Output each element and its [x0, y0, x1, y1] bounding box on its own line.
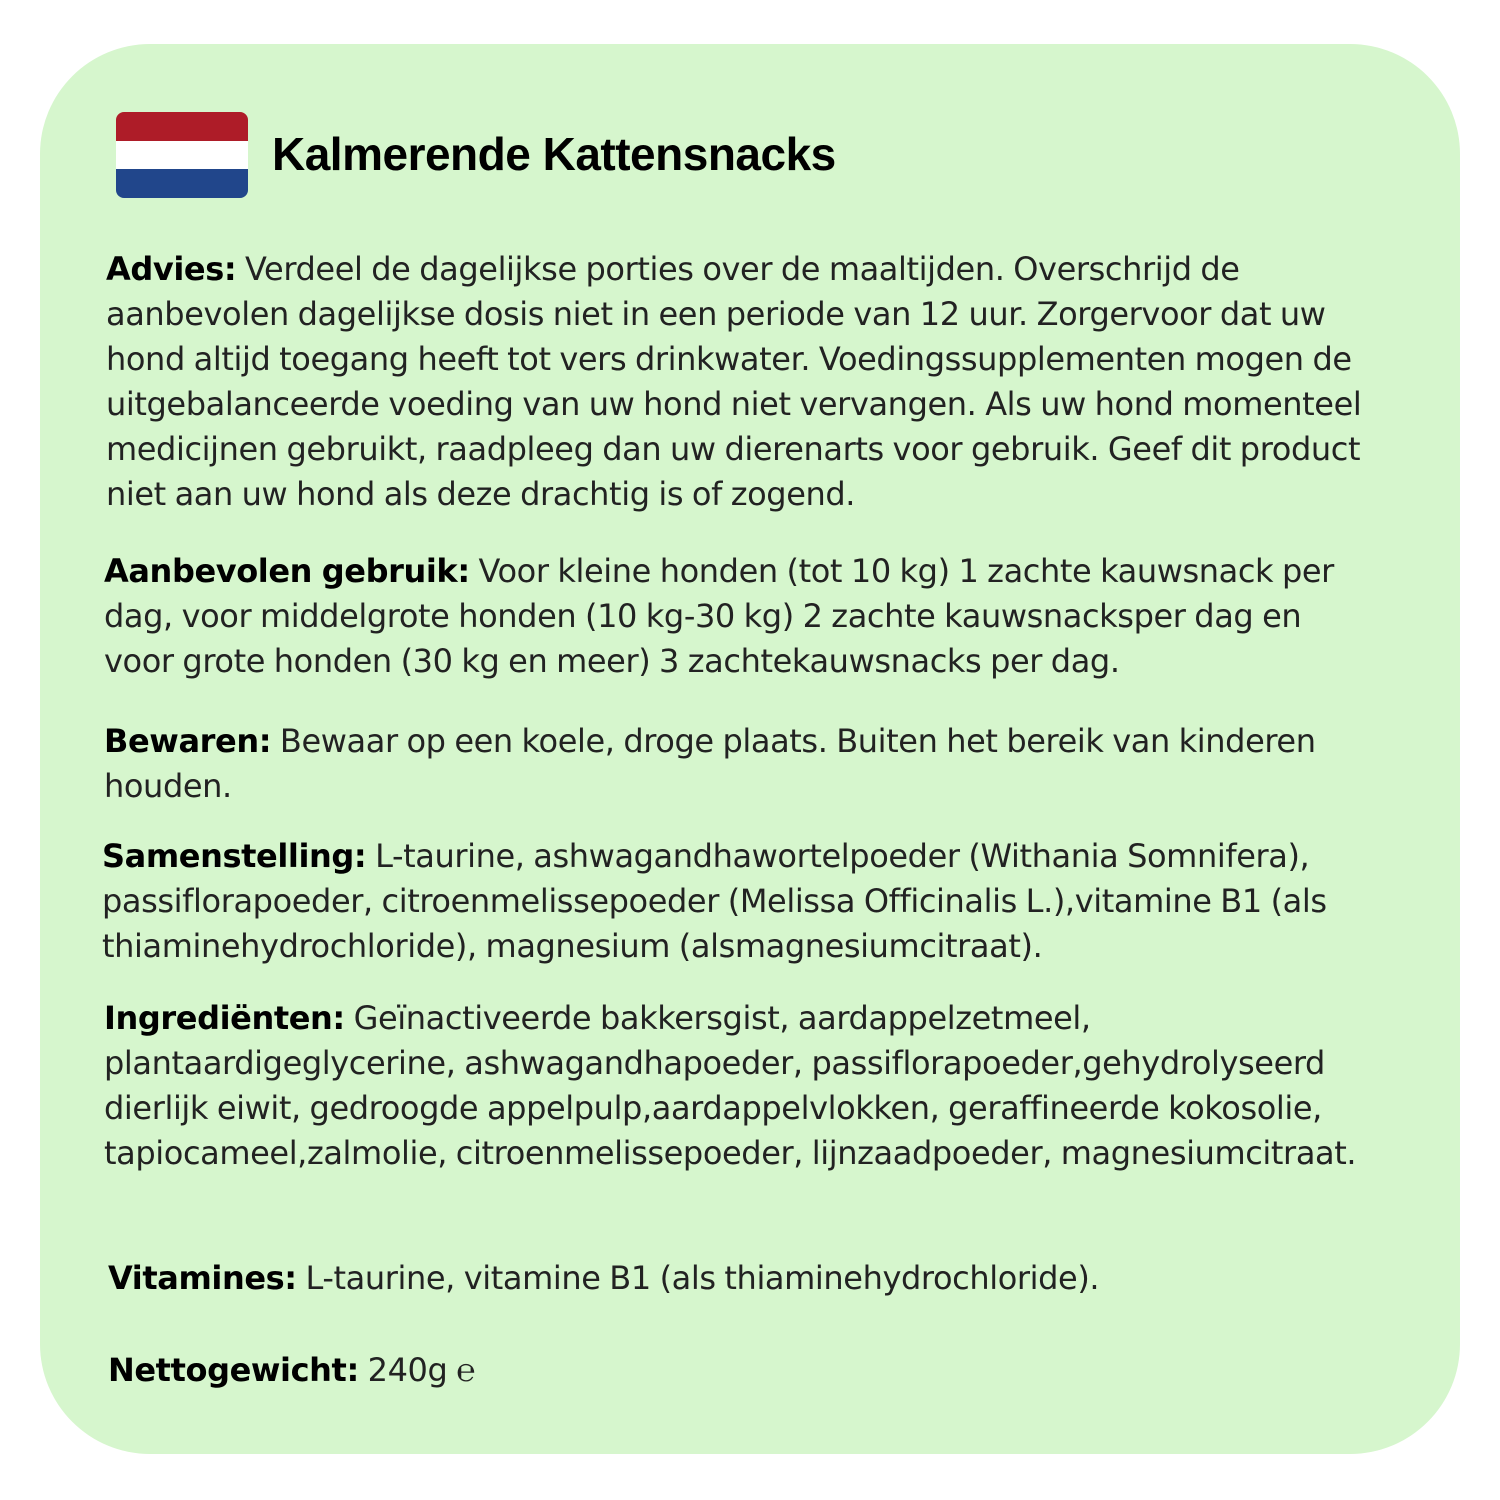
- flag-stripe-blue: [116, 169, 248, 198]
- section-aanbevolen-gebruik: [104, 549, 1364, 684]
- netherlands-flag-icon: [116, 112, 248, 198]
- section-label: Ingrediënten:: [104, 999, 345, 1037]
- section-text: L-taurine, vitamine B1 (als thiaminehydrochloride).: [305, 1259, 1100, 1297]
- section-label: Samenstelling:: [102, 837, 367, 875]
- flag-stripe-white: [116, 141, 248, 170]
- section-label: Aanbevolen gebruik:: [104, 552, 470, 590]
- section-text: Voor kleine honden (tot 10 kg) 1 zachte kauwsnack per dag, voor middelgrote honden (10 kg-30 kg) 2 zachte kauwsnacksper dag en voor grote honden (30 kg en meer) 3 zachtekauwsnacks per dag.: [104, 552, 1334, 680]
- section-text: Geïnactiveerde bakkersgist, aardappelzetmeel, plantaardigeglycerine, ashwagandhapoeder, passiflorapoeder,gehydrolyseerd dierlijk eiwit, gedroogde appelpulp,aardappelvlokken, geraffineerde kokosolie, tapiocameel,zalmolie, citroenmelissepoeder, lijnzaadpoeder, magnesiumcitraat.: [104, 999, 1357, 1172]
- flag-stripe-red: [116, 112, 248, 141]
- estimated-sign-icon: ℮: [456, 1351, 476, 1389]
- section-label: Vitamines:: [108, 1259, 297, 1297]
- page-title: Kalmerende Kattensnacks: [272, 128, 836, 180]
- section-text: Verdeel de dagelijkse porties over de maaltijden. Overschrijd de aanbevolen dagelijkse dosis niet in een periode van 12 uur. Zorgervoor dat uw hond altijd toegang heeft tot vers drinkwater. Voedingssupplementen mogen de uitgebalanceerde voeding van uw hond niet vervangen. Als uw hond momenteel medicijnen gebruikt, raadpleeg dan uw dierenarts voor gebruik. Geef dit product niet aan uw hond als deze drachtig is of zogend.: [106, 250, 1362, 513]
- section-text: L-taurine, ashwagandhawortelpoeder (Withania Somnifera), passiflorapoeder, citroenmelissepoeder (Melissa Officinalis L.),vitamine B1 (als thiaminehydrochloride), magnesium (alsmagnesiumcitraat).: [102, 837, 1327, 965]
- section-label: Bewaren:: [104, 722, 272, 760]
- section-nettogewicht: [108, 1348, 1408, 1393]
- section-vitamines: [108, 1256, 1408, 1301]
- section-advies: [106, 247, 1406, 517]
- section-label: Advies:: [106, 250, 237, 288]
- section-label: Nettogewicht:: [108, 1351, 359, 1389]
- section-bewaren: [104, 719, 1414, 809]
- net-weight-value: 240g: [367, 1351, 448, 1389]
- section-text: Bewaar op een koele, droge plaats. Buiten het bereik van kinderen houden.: [104, 722, 1316, 805]
- section-samenstelling: [102, 834, 1412, 969]
- section-ingredienten: [104, 996, 1414, 1176]
